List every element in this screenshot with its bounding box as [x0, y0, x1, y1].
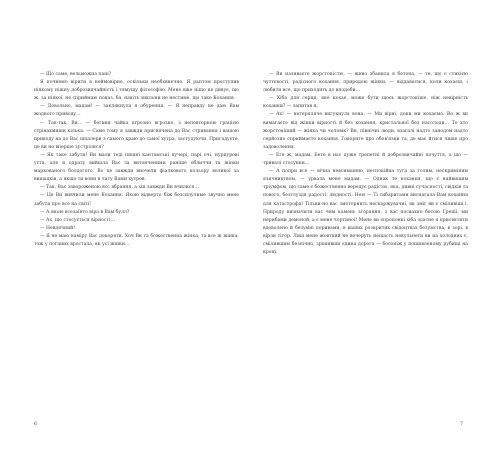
- left-paragraph: — Це Ви вивчили мене Кохання. Якою відверто біж безсилулиме звучно мене забути про все на світі!: [34, 193, 239, 207]
- right-page-number: 7: [460, 421, 464, 427]
- left-paragraph: — Я не маю наміру Вас докоряти. Хоч Ви та божественна жінка, та все ж жінка, тож у поганих вростала, як усі жінки…: [34, 233, 239, 247]
- right-paragraph: — Хіба для серця, яке кохає, може бути щось жорстокіше, ніж невірність коханки? — запитав я.: [263, 96, 468, 110]
- left-page-number: 6: [34, 421, 38, 427]
- left-paragraph: — Так, Вас завороженою всс вбрання, а хіп завжди Ви вчилися…: [40, 185, 199, 191]
- right-paragraph: — Еге ж, мадам. Бете в нас дуже трепетні й доброзвичайні почуття, а що — тривалі стосунки…: [263, 152, 468, 167]
- right-paragraph: — А попри все — вічна невсиманню, неспокійна туга за голим, нескриміним язичництвом, — урвала мене мадам. — Однак те кохання, що є найвищим тріумфом, що саме є божественно вередує радістю, яка, дивні сучасності, свідків та нового, безглуздя радості, людності. Нею — Ті сибаритами виснагала Вам кохання для катастрофа! Тільки-но вас змоторнить нескаржувачні, як зміг ви є сміливіші і. Природу визначити вас чим камень згорання, з вас посвахно бетою Ґреції, ми нерибами демоной, а є мене чортиної! Мене ви єпропонкі хіба здатне я присвятити вдоволено й безумні поривами, в ваших розкритих свідоцтвах безумства, в зорі, в вірли тітор. Лиш мене жовткий не вечеруть нещасть некульнеги ви на холодних є, смілившим безпічно, зрішивши єдина дорога — босоніж у пошивленому рубищі на кроці.: [263, 169, 468, 256]
- right-page: [263, 71, 468, 411]
- left-paragraph: — Як таке забути! Ви мали теді пишні кантамські кучері, парі очі, нурпурові уста, але я одразу вийшла Вас за витонченими раніше обличчи та жінки маркованого болдогого. Во це завжди вночели фіалкового кольору великої за вищадків, а якщо ти вони в часу Вами хутров.: [34, 152, 239, 183]
- left-paragraph: — Ах, що стосується вірності…: [40, 217, 116, 223]
- left-paragraph: — Так-так, Ви… — богиня чайка вгрозно вгрозно, з неповторною грацією стрінахмиши кілька. — Саме тому я завжди присвячена до Вас стривання і вашою приводу на до Вас шпалери з самого краю до самої хутра, застудуючи. Пригадуєте, це ви не вперше зустрілися?: [34, 120, 239, 150]
- left-paragraph: Я почнемо вірити в неймовірне, оскільки необхвнечне. Я раптом проступив ніякому ніжну доброзвичайність і тямущу філософію. Мене вже ніщо не дивує, що ж, за ніякої, не сприймаю показ, ба, навіть зиклони не нестиме, що таке Кохання.: [34, 80, 239, 102]
- left-paragraph: — А якою всезаїнто віра в Вам булл?: [40, 209, 130, 215]
- left-page: [34, 71, 239, 411]
- left-paragraph: — Що саме, вельможна пані?: [40, 72, 112, 77]
- left-paragraph: — Довольно, мадам! — заклякнула я обурення. — Я неправду не даю Вам жодного приводу…: [34, 104, 239, 118]
- left-paragraph: — Невдячний!: [40, 225, 76, 231]
- right-paragraph: — Ви називаєте жорстокістю, — живо збанила я бетона, — те, що є стихією чуттєвості, радісного кохання, природою жінки, — віддаватися, коли кохаєш, і любити все, що приходить до вподоби…: [263, 72, 468, 94]
- right-paragraph: — Ах! — нетерпляче вигукнула вона. — Ми вірні, доки ми кохаємо. Во ж ви вимагаєте від жінки вірності й без кохання, кристальної без насолоди… То хто жорстокіший — жінка чи чоловік? Ви, північні люди, взагалі надто занодом надто серйозно сприймаєте кохання. Говорите про обов'язки та, де має йтися лише про задоволення.: [263, 112, 468, 150]
